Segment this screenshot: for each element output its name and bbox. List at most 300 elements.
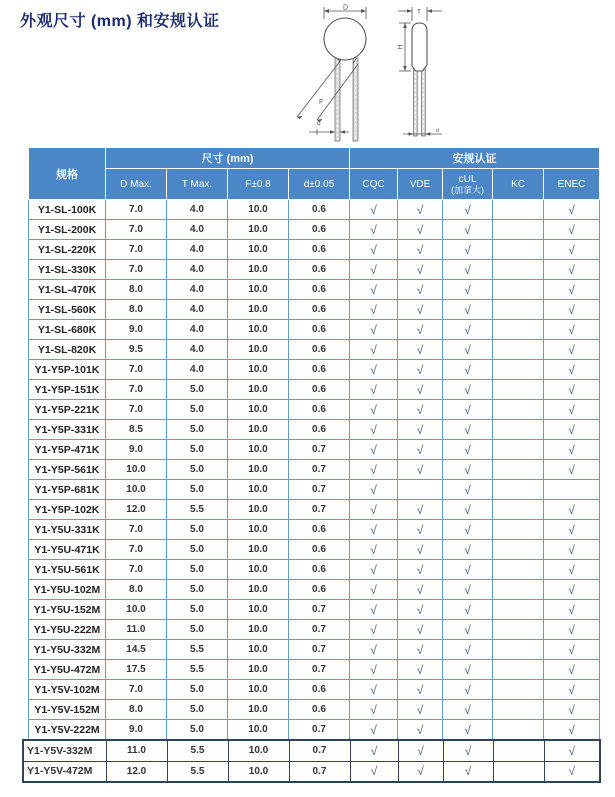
dimension-cell: 10.0 <box>228 761 289 782</box>
side-body <box>412 23 427 71</box>
certification-cell: √ <box>398 460 443 480</box>
dim-d <box>309 120 349 135</box>
spec-cell: Y1-Y5P-101K <box>29 360 106 380</box>
dimension-cell: 0.7 <box>289 720 350 740</box>
col-header-dmax: D Max. <box>106 169 167 200</box>
dimension-cell: 17.5 <box>106 660 167 680</box>
dimension-cell: 10.0 <box>228 740 289 761</box>
dimension-cell: 5.0 <box>167 400 228 420</box>
table-row <box>29 620 600 640</box>
dimension-cell: 0.7 <box>289 761 350 782</box>
dimension-cell: 0.7 <box>289 660 350 680</box>
table-row <box>29 280 600 300</box>
dimension-cell: 0.6 <box>289 540 350 560</box>
certification-cell <box>493 560 544 580</box>
certification-cell: √ <box>544 700 600 720</box>
table-row <box>29 580 600 600</box>
dimension-cell: 5.0 <box>167 460 228 480</box>
certification-cell: √ <box>544 260 600 280</box>
table-row <box>29 440 600 460</box>
svg-text:H: H <box>397 44 405 50</box>
dimension-cell: 0.6 <box>289 560 350 580</box>
table-row <box>29 340 600 360</box>
dimension-cell: 0.7 <box>289 620 350 640</box>
certification-cell <box>493 580 544 600</box>
dimension-cell: 7.0 <box>106 520 167 540</box>
certification-cell: √ <box>350 660 398 680</box>
certification-cell <box>493 740 544 761</box>
table-row <box>29 560 600 580</box>
dimension-cell: 10.0 <box>228 660 289 680</box>
dimension-cell: 8.5 <box>106 420 167 440</box>
certification-cell: √ <box>350 740 398 761</box>
certification-cell: √ <box>350 260 398 280</box>
certification-cell <box>493 440 544 460</box>
certification-cell: √ <box>398 260 443 280</box>
cul-sublabel: (加拿大) <box>451 184 485 195</box>
certification-cell: √ <box>350 761 398 782</box>
dimension-cell: 7.0 <box>106 680 167 700</box>
certification-cell: √ <box>398 320 443 340</box>
certification-cell: √ <box>398 680 443 700</box>
spec-cell: Y1-Y5U-561K <box>29 560 106 580</box>
certification-cell <box>493 260 544 280</box>
certification-cell: √ <box>398 500 443 520</box>
certification-cell: √ <box>544 520 600 540</box>
col-header-cqc: CQC <box>350 169 398 200</box>
certification-cell: √ <box>544 740 600 761</box>
disc-body <box>324 18 366 60</box>
spec-cell: Y1-Y5U-331K <box>29 520 106 540</box>
table-row <box>29 220 600 240</box>
dimension-cell: 11.0 <box>106 740 167 761</box>
certification-cell: √ <box>350 500 398 520</box>
certification-cell: √ <box>443 700 493 720</box>
spec-cell: Y1-SL-820K <box>29 340 106 360</box>
dimension-cell: 10.0 <box>228 300 289 320</box>
dimension-cell: 4.0 <box>167 280 228 300</box>
spec-cell: Y1-Y5V-102M <box>29 680 106 700</box>
dimension-cell: 0.7 <box>289 640 350 660</box>
table-row <box>29 400 600 420</box>
dimension-cell: 10.0 <box>228 580 289 600</box>
dimension-cell: 10.0 <box>106 480 167 500</box>
front-view-leads <box>335 55 358 141</box>
col-header-f: F±0.8 <box>228 169 289 200</box>
certification-cell: √ <box>350 200 398 220</box>
dimension-cell: 0.6 <box>289 580 350 600</box>
certification-cell: √ <box>544 660 600 680</box>
dimension-cell: 7.0 <box>106 380 167 400</box>
certification-cell: √ <box>398 380 443 400</box>
dimension-cell: 10.0 <box>228 620 289 640</box>
certification-cell: √ <box>350 720 398 740</box>
dimension-cell: 5.0 <box>167 480 228 500</box>
dimension-cell: 5.0 <box>167 700 228 720</box>
spec-table-overflow <box>22 739 601 783</box>
dimension-cell: 10.0 <box>106 600 167 620</box>
table-row <box>29 380 600 400</box>
certification-cell: √ <box>443 240 493 260</box>
table-row <box>29 240 600 260</box>
dimension-cell: 5.0 <box>167 600 228 620</box>
spec-cell: Y1-SL-200K <box>29 220 106 240</box>
side-view-leads <box>414 69 426 136</box>
certification-cell: √ <box>544 380 600 400</box>
table-header <box>29 148 600 200</box>
dimension-cell: 10.0 <box>228 400 289 420</box>
spec-cell: Y1-Y5P-471K <box>29 440 106 460</box>
dimension-cell: 4.0 <box>167 300 228 320</box>
spec-cell: Y1-SL-100K <box>29 200 106 220</box>
table-row <box>23 761 600 782</box>
dimension-cell: 5.0 <box>167 420 228 440</box>
certification-cell: √ <box>398 240 443 260</box>
table-body <box>29 200 600 740</box>
certification-cell: √ <box>398 340 443 360</box>
dimension-cell: 4.0 <box>167 360 228 380</box>
table-row <box>29 600 600 620</box>
certification-cell: √ <box>350 480 398 500</box>
certification-cell: √ <box>350 520 398 540</box>
spec-cell: Y1-Y5P-151K <box>29 380 106 400</box>
certification-cell <box>493 360 544 380</box>
certification-cell: √ <box>398 700 443 720</box>
certification-cell: √ <box>544 340 600 360</box>
certification-cell <box>398 480 443 500</box>
dimension-cell: 9.5 <box>106 340 167 360</box>
dimension-cell: 7.0 <box>106 260 167 280</box>
certification-cell: √ <box>398 420 443 440</box>
certification-cell: √ <box>350 300 398 320</box>
dimension-cell: 10.0 <box>228 600 289 620</box>
certification-cell <box>493 200 544 220</box>
dimension-cell: 0.6 <box>289 520 350 540</box>
certification-cell: √ <box>443 720 493 740</box>
certification-cell: √ <box>398 360 443 380</box>
certification-cell: √ <box>443 560 493 580</box>
table-row <box>29 320 600 340</box>
svg-text:d: d <box>317 120 321 127</box>
certification-cell: √ <box>544 540 600 560</box>
col-header-enec: ENEC <box>544 169 600 200</box>
spec-cell: Y1-Y5P-561K <box>29 460 106 480</box>
dimension-cell: 8.0 <box>106 300 167 320</box>
dimension-cell: 0.7 <box>289 440 350 460</box>
certification-cell: √ <box>544 600 600 620</box>
dim-D <box>324 5 366 20</box>
certification-cell: √ <box>398 300 443 320</box>
dimension-cell: 10.0 <box>228 260 289 280</box>
certification-cell: √ <box>443 680 493 700</box>
table-row <box>29 540 600 560</box>
spec-cell: Y1-Y5U-472M <box>29 660 106 680</box>
page-title: 外观尺寸 (mm) 和安规认证 <box>20 13 220 30</box>
certification-cell: √ <box>443 280 493 300</box>
certification-cell <box>493 460 544 480</box>
certification-cell: √ <box>398 200 443 220</box>
dimension-cell: 10.0 <box>228 680 289 700</box>
certification-cell: √ <box>398 440 443 460</box>
dimension-cell: 12.0 <box>106 500 167 520</box>
certification-cell: √ <box>398 620 443 640</box>
certification-cell: √ <box>443 360 493 380</box>
dimension-cell: 4.0 <box>167 260 228 280</box>
dimension-cell: 7.0 <box>106 240 167 260</box>
certification-cell: √ <box>350 320 398 340</box>
dimension-cell: 0.6 <box>289 200 350 220</box>
table-row <box>29 300 600 320</box>
certification-cell: √ <box>350 220 398 240</box>
certification-cell: √ <box>544 680 600 700</box>
table-row <box>29 420 600 440</box>
certification-cell: √ <box>443 340 493 360</box>
dimension-cell: 5.5 <box>167 761 228 782</box>
dimension-cell: 7.0 <box>106 360 167 380</box>
spec-cell: Y1-Y5P-102K <box>29 500 106 520</box>
certification-cell: √ <box>544 420 600 440</box>
svg-text:T: T <box>417 8 421 16</box>
certification-cell: √ <box>398 560 443 580</box>
dimension-cell: 5.0 <box>167 680 228 700</box>
spec-table <box>28 147 600 740</box>
dimension-cell: 7.0 <box>106 400 167 420</box>
dimension-cell: 0.6 <box>289 700 350 720</box>
certification-cell: √ <box>443 440 493 460</box>
certification-cell <box>493 660 544 680</box>
table-row <box>29 480 600 500</box>
dimension-cell: 0.6 <box>289 260 350 280</box>
table-row <box>29 660 600 680</box>
certification-cell: √ <box>398 520 443 540</box>
certification-cell: √ <box>443 480 493 500</box>
certification-cell <box>493 540 544 560</box>
dimension-cell: 0.6 <box>289 300 350 320</box>
certification-cell: √ <box>544 640 600 660</box>
dimension-cell: 10.0 <box>228 700 289 720</box>
certification-cell <box>493 520 544 540</box>
dimension-cell: 12.0 <box>106 761 167 782</box>
dimension-cell: 10.0 <box>228 640 289 660</box>
dimension-cell: 9.0 <box>106 320 167 340</box>
certification-cell: √ <box>544 560 600 580</box>
dimension-cell: 10.0 <box>228 320 289 340</box>
spec-cell: Y1-Y5V-152M <box>29 700 106 720</box>
spec-cell: Y1-Y5P-331K <box>29 420 106 440</box>
dimension-cell: 10.0 <box>228 480 289 500</box>
certification-cell <box>493 340 544 360</box>
dimension-cell: 0.6 <box>289 420 350 440</box>
dimension-cell: 10.0 <box>228 340 289 360</box>
dimension-cell: 7.0 <box>106 560 167 580</box>
dimension-cell: 5.5 <box>167 640 228 660</box>
dimension-cell: 10.0 <box>106 460 167 480</box>
certification-cell: √ <box>350 620 398 640</box>
spec-cell: Y1-SL-680K <box>29 320 106 340</box>
dimension-cell: 0.6 <box>289 380 350 400</box>
certification-cell: √ <box>544 440 600 460</box>
table-row <box>29 260 600 280</box>
certification-cell: √ <box>544 360 600 380</box>
certification-cell: √ <box>443 520 493 540</box>
spec-cell: Y1-Y5U-332M <box>29 640 106 660</box>
table-row <box>29 500 600 520</box>
dim-T <box>398 7 442 21</box>
certification-cell <box>493 500 544 520</box>
dimension-cell: 0.6 <box>289 240 350 260</box>
dimension-cell: 10.0 <box>228 440 289 460</box>
dimension-cell: 0.6 <box>289 360 350 380</box>
certification-cell: √ <box>443 540 493 560</box>
certification-cell: √ <box>443 620 493 640</box>
dimension-cell: 10.0 <box>228 360 289 380</box>
certification-cell: √ <box>544 720 600 740</box>
dimension-cell: 4.0 <box>167 240 228 260</box>
certification-cell: √ <box>350 280 398 300</box>
col-group-certifications: 安规认证 <box>350 148 600 169</box>
certification-cell: √ <box>443 320 493 340</box>
table-row <box>29 680 600 700</box>
certification-cell <box>493 620 544 640</box>
svg-text:F: F <box>319 99 324 106</box>
table-row <box>29 520 600 540</box>
certification-cell <box>493 400 544 420</box>
dimension-cell: 11.0 <box>106 620 167 640</box>
certification-cell: √ <box>398 280 443 300</box>
certification-cell <box>493 700 544 720</box>
certification-cell: √ <box>350 560 398 580</box>
dimension-cell: 5.5 <box>167 660 228 680</box>
certification-cell: √ <box>544 300 600 320</box>
certification-cell: √ <box>398 660 443 680</box>
certification-cell: √ <box>350 640 398 660</box>
dimension-cell: 10.0 <box>228 460 289 480</box>
dimension-cell: 4.0 <box>167 220 228 240</box>
certification-cell <box>493 720 544 740</box>
dimension-cell: 10.0 <box>228 500 289 520</box>
certification-cell: √ <box>443 400 493 420</box>
certification-cell <box>493 220 544 240</box>
spec-cell: Y1-Y5U-222M <box>29 620 106 640</box>
certification-cell <box>493 280 544 300</box>
spec-cell: Y1-SL-560K <box>29 300 106 320</box>
certification-cell: √ <box>544 240 600 260</box>
certification-cell: √ <box>350 340 398 360</box>
certification-cell: √ <box>350 240 398 260</box>
dimension-cell: 14.5 <box>106 640 167 660</box>
certification-cell: √ <box>350 360 398 380</box>
table-overflow-body <box>23 740 600 782</box>
spec-cell: Y1-SL-220K <box>29 240 106 260</box>
certification-cell: √ <box>398 640 443 660</box>
table-row <box>29 720 600 740</box>
certification-cell: √ <box>398 400 443 420</box>
certification-cell: √ <box>544 280 600 300</box>
dim-F <box>297 60 358 122</box>
certification-cell: √ <box>398 720 443 740</box>
spec-cell: Y1-SL-330K <box>29 260 106 280</box>
spec-cell: Y1-Y5P-681K <box>29 480 106 500</box>
certification-cell: √ <box>544 220 600 240</box>
certification-cell: √ <box>398 600 443 620</box>
dimension-cell: 0.6 <box>289 340 350 360</box>
table-row <box>29 640 600 660</box>
certification-cell: √ <box>443 460 493 480</box>
dimension-cell: 5.0 <box>167 440 228 460</box>
certification-cell: √ <box>544 200 600 220</box>
table-row <box>29 700 600 720</box>
table-row <box>29 360 600 380</box>
dimension-cell: 7.0 <box>106 220 167 240</box>
certification-cell: √ <box>350 420 398 440</box>
spec-cell: Y1-Y5U-471K <box>29 540 106 560</box>
dimension-cell: 0.7 <box>289 500 350 520</box>
certification-cell: √ <box>350 540 398 560</box>
dimension-cell: 5.5 <box>167 740 228 761</box>
col-header-vde: VDE <box>398 169 443 200</box>
certification-cell <box>493 761 544 782</box>
dimension-cell: 0.7 <box>289 600 350 620</box>
certification-cell: √ <box>443 640 493 660</box>
certification-cell: √ <box>398 740 443 761</box>
certification-cell: √ <box>443 761 493 782</box>
dimension-cell: 0.7 <box>289 480 350 500</box>
certification-cell: √ <box>544 620 600 640</box>
dimension-cell: 0.6 <box>289 680 350 700</box>
cul-label: cUL <box>458 173 477 185</box>
dimension-cell: 0.7 <box>289 460 350 480</box>
certification-cell <box>493 480 544 500</box>
certification-cell <box>493 680 544 700</box>
certification-cell: √ <box>443 580 493 600</box>
certification-cell <box>493 380 544 400</box>
certification-cell: √ <box>398 540 443 560</box>
col-header-tmax: T Max. <box>167 169 228 200</box>
certification-cell: √ <box>443 600 493 620</box>
dimension-cell: 5.5 <box>167 500 228 520</box>
certification-cell <box>493 420 544 440</box>
dimension-cell: 10.0 <box>228 720 289 740</box>
certification-cell: √ <box>443 260 493 280</box>
certification-cell: √ <box>443 500 493 520</box>
dimension-cell: 9.0 <box>106 720 167 740</box>
dimension-cell: 0.7 <box>289 740 350 761</box>
certification-cell: √ <box>443 380 493 400</box>
certification-cell <box>493 320 544 340</box>
dimension-cell: 5.0 <box>167 380 228 400</box>
certification-cell: √ <box>398 220 443 240</box>
certification-cell: √ <box>443 200 493 220</box>
dimension-cell: 8.0 <box>106 580 167 600</box>
dimension-cell: 10.0 <box>228 380 289 400</box>
certification-cell: √ <box>350 460 398 480</box>
dimension-cell: 5.0 <box>167 720 228 740</box>
certification-cell: √ <box>544 580 600 600</box>
certification-cell: √ <box>398 761 443 782</box>
dimension-cell: 7.0 <box>106 200 167 220</box>
dim-H <box>398 23 412 71</box>
certification-cell <box>493 640 544 660</box>
certification-cell: √ <box>544 500 600 520</box>
dimension-cell: 5.0 <box>167 620 228 640</box>
certification-cell <box>544 480 600 500</box>
certification-cell: √ <box>544 761 600 782</box>
dimension-cell: 5.0 <box>167 560 228 580</box>
certification-cell: √ <box>350 380 398 400</box>
col-group-dimensions: 尺寸 (mm) <box>106 148 350 169</box>
certification-cell: √ <box>443 420 493 440</box>
certification-cell: √ <box>350 400 398 420</box>
